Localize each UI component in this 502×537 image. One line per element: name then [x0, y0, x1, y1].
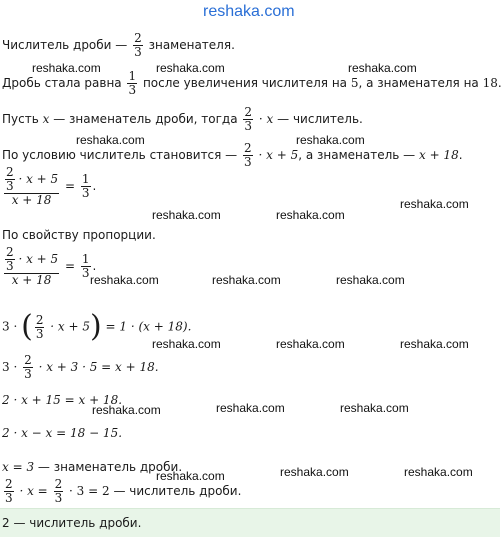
watermark: reshaka.com: [400, 197, 469, 211]
fraction: $\frac{1}{3}$: [128, 69, 137, 97]
equation-2: $\frac{2}{3}$ · x + 5 x + 18 = $\frac{1}{3}$ .: [6, 245, 97, 287]
watermark-top: reshaka.com: [203, 3, 295, 20]
statement-line-4: По условию числитель становится — $\frac{2}{3}$ · x + 5, а знаменатель — x + 18.: [2, 141, 463, 169]
watermark: reshaka.com: [212, 273, 281, 287]
compound-fraction: $\frac{2}{3}$ · x + 5 x + 18: [6, 245, 59, 287]
fraction: $\frac{2}{3}$: [244, 105, 253, 133]
fraction: $\frac{2}{3}$: [244, 141, 252, 169]
fraction: $\frac{2}{3}$: [134, 31, 142, 59]
answer-box: [0, 508, 500, 537]
fraction: $\frac{2}{3}$: [24, 353, 32, 381]
equation-8: $\frac{2}{3}$ · x = $\frac{2}{3}$ · 3 = 2 — числитель дроби.: [5, 477, 242, 505]
watermark: reshaka.com: [348, 61, 417, 75]
watermark: reshaka.com: [400, 337, 469, 351]
watermark: reshaka.com: [152, 208, 221, 222]
equation-4: 3 · $\frac{2}{3}$ · x + 3 · 5 = x + 18.: [2, 353, 159, 381]
watermark: reshaka.com: [156, 469, 225, 483]
statement-line-2: Дробь стала равна $\frac{1}{3}$ после увеличения числителя на 5, а знаменателя на 18.: [2, 69, 502, 97]
compound-fraction: $\frac{2}{3}$ · x + 5 x + 18: [6, 165, 59, 207]
watermark: reshaka.com: [276, 337, 345, 351]
statement-line-3: Пусть x — знаменатель дроби, тогда $\frac{2}{3}$ · x — числитель.: [2, 105, 363, 133]
equation-5: 2 · x + 15 = x + 18.: [2, 393, 123, 407]
watermark: reshaka.com: [336, 273, 405, 287]
watermark: reshaka.com: [156, 61, 225, 75]
equation-6: 2 · x − x = 18 − 15.: [2, 426, 123, 440]
watermark: reshaka.com: [404, 465, 473, 479]
watermark: reshaka.com: [276, 208, 345, 222]
watermark: reshaka.com: [32, 61, 101, 75]
statement-line-5: По свойству пропорции.: [2, 228, 156, 242]
equation-3: 3 · ( $\frac{2}{3}$ · x + 5) = 1 · (x + 18).: [2, 309, 192, 344]
answer-text: 2 — числитель дроби.: [2, 516, 142, 530]
watermark: reshaka.com: [90, 273, 159, 287]
watermark: reshaka.com: [280, 465, 349, 479]
statement-line-1: Числитель дроби — $\frac{2}{3}$ знаменателя.: [2, 31, 235, 59]
fraction: $\frac{2}{3}$: [5, 477, 13, 505]
fraction: $\frac{1}{3}$: [81, 252, 90, 280]
watermark: reshaka.com: [76, 133, 145, 147]
equation-1: $\frac{2}{3}$ · x + 5 x + 18 = $\frac{1}{3}$ .: [6, 165, 97, 207]
watermark: reshaka.com: [92, 403, 161, 417]
fraction: $\frac{1}{3}$: [81, 172, 90, 200]
watermark: reshaka.com: [340, 401, 409, 415]
equation-7: x = 3 — знаменатель дроби.: [2, 460, 183, 474]
watermark: reshaka.com: [216, 401, 285, 415]
fraction: $\frac{2}{3}$: [35, 312, 44, 341]
watermark: reshaka.com: [152, 337, 221, 351]
watermark: reshaka.com: [296, 133, 365, 147]
fraction: $\frac{2}{3}$: [54, 477, 63, 505]
